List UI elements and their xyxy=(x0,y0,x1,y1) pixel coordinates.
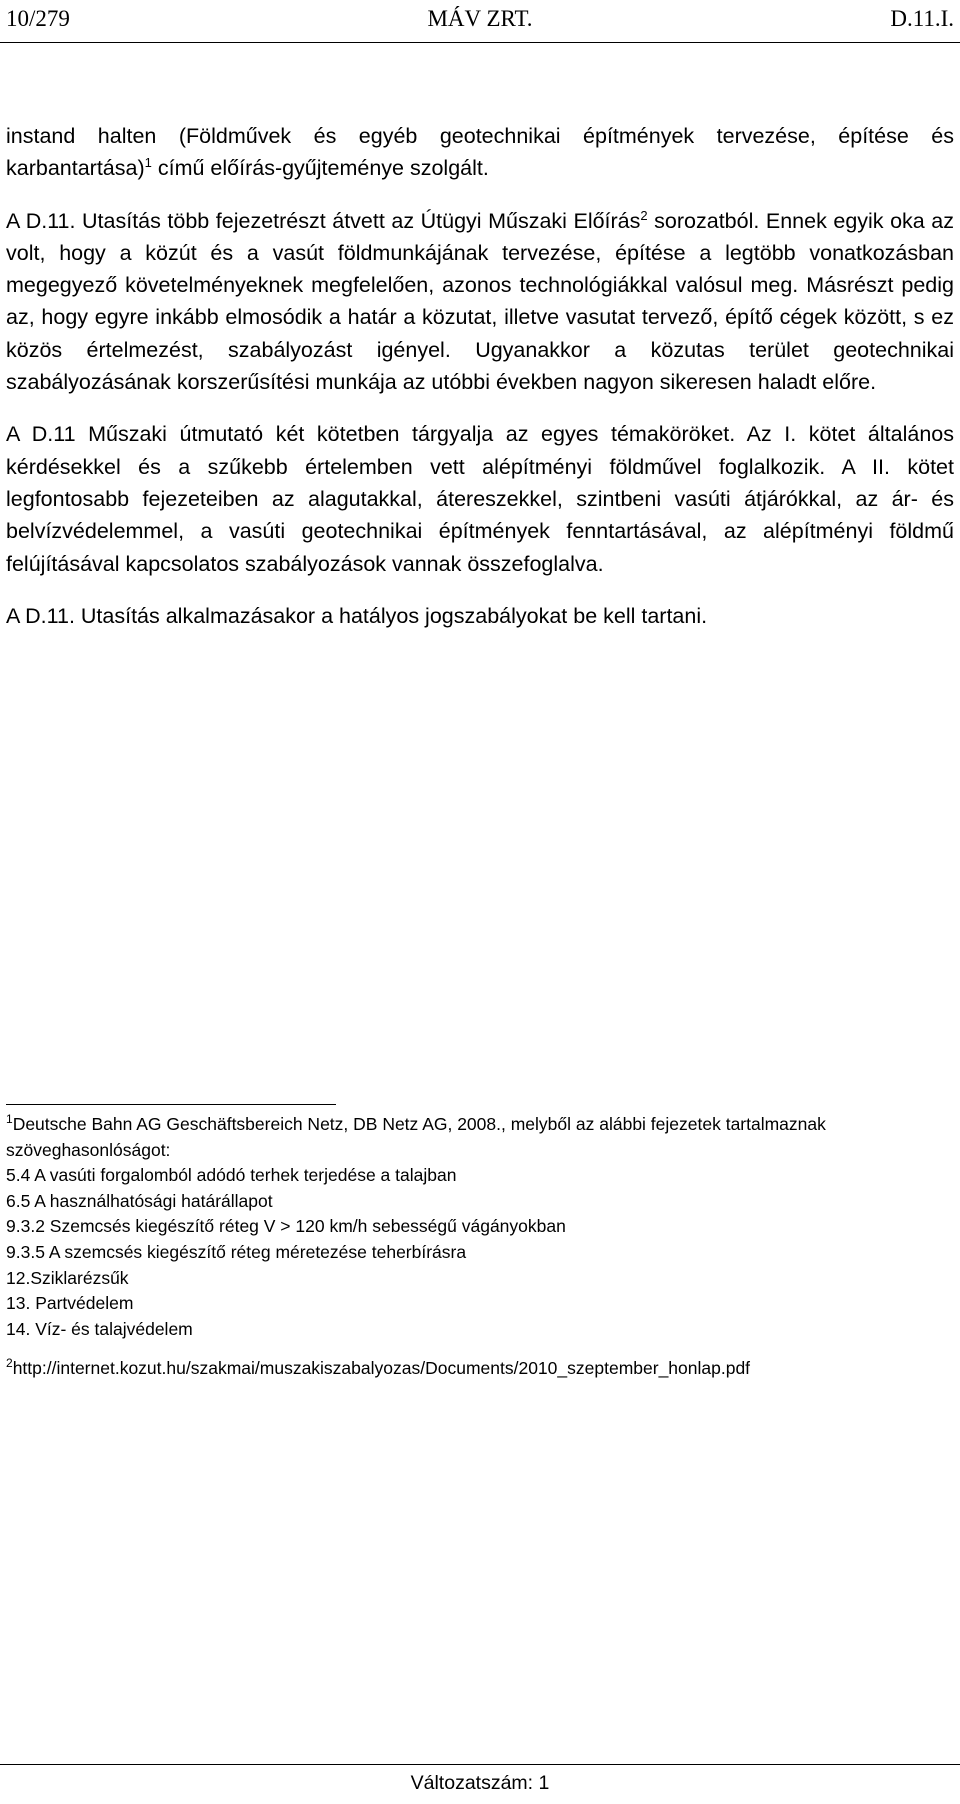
footnote-divider xyxy=(6,1104,336,1105)
footnote-ref-2: 2 xyxy=(640,207,648,223)
paragraph-2: A D.11. Utasítás több fejezetrészt átvett az Útügyi Műszaki Előírás$^2$ sorozatból. Ennek egyik oka az volt, hogy a közút és a vasút földmunkájának tervezése, építése a legtöbb vonatkozásban megegyező követelményeknek megfelelően, azonos technológiákkal valósul meg. Másrészt pedig az, hogy egyre inkább elmosódik a határ a közutat, illetve vasutat tervező, építő cégek között, s ez közös értelmezést, szabályozást igényel. Ugyanakkor a közutas terület geotechnikai szabályozásának korszerűsítési munkája az utóbbi években nagyon sikeresen haladt előre. xyxy=(6,207,954,395)
paragraph-4: A D.11. Utasítás alkalmazásakor a hatályos jogszabályokat be kell tartani. xyxy=(6,603,708,628)
paragraph-3: A D.11 Műszaki útmutató két kötetben tárgyalja az egyes témaköröket. Az I. kötet általános kérdésekkel és a szűkebb értelemben vett alépítményi földművel foglalkozik. A II. kötet legfontosabb fejezeteiben az alagutakkal, átereszekkel, szintbeni vasúti átjárókkal, az ár- és belvízvédelemmel, a vasúti geotechnikai építmények fenntartásával, az alépítményi földmű felújításával kapcsolatos szabályozások vannak összefoglalva. xyxy=(6,422,954,576)
version-label: Változatszám: 1 xyxy=(410,1772,550,1794)
footnote-1-item: 13. Partvédelem xyxy=(6,1293,134,1314)
footnotes xyxy=(6,1112,954,1382)
footnote-2 xyxy=(6,1356,954,1382)
footnote-1-item: 12.Sziklarézsűk xyxy=(6,1267,129,1288)
document-body xyxy=(6,120,954,652)
page-number: 10/279 xyxy=(6,6,70,31)
header-divider xyxy=(0,42,960,43)
footnote-2-link[interactable]: http://internet.kozut.hu/szakmai/muszakiszabalyozas/Documents/2010_szeptember_honlap.pdf xyxy=(12,1358,751,1379)
footnote-ref-1: 1 xyxy=(144,155,152,171)
footnote-1-item: 6.5 A használhatósági határállapot xyxy=(6,1190,273,1211)
footer-divider xyxy=(0,1764,960,1765)
footnote-mark-1: 1 xyxy=(6,1112,13,1127)
footnote-mark-2: 2 xyxy=(6,1356,13,1371)
organization-name: MÁV ZRT. xyxy=(427,6,533,31)
footnote-1-item: 9.3.2 Szemcsés kiegészítő réteg V > 120 km/h sebességű vágányokban xyxy=(6,1216,566,1237)
footnote-1: $^1$Deutsche Bahn AG Geschäftsbereich Netz, DB Netz AG, 2008., melyből az alábbi fejezetek tartalmaznak szöveghasonlóságot: xyxy=(6,1112,826,1160)
paragraph-1: instand halten (Földművek és egyéb geotechnikai építmények tervezése, építése és karbantartása)$^1$ című előírás-gyűjteménye szolgált. xyxy=(6,124,954,181)
footnote-1-item: 9.3.5 A szemcsés kiegészítő réteg méretezése teherbírásra xyxy=(6,1241,467,1262)
document-code: D.11.I. xyxy=(890,6,954,31)
footnote-1-item: 5.4 A vasúti forgalomból adódó terhek terjedése a talajban xyxy=(6,1165,457,1186)
footnote-1-item: 14. Víz- és talajvédelem xyxy=(6,1318,193,1339)
page-header xyxy=(0,0,960,48)
